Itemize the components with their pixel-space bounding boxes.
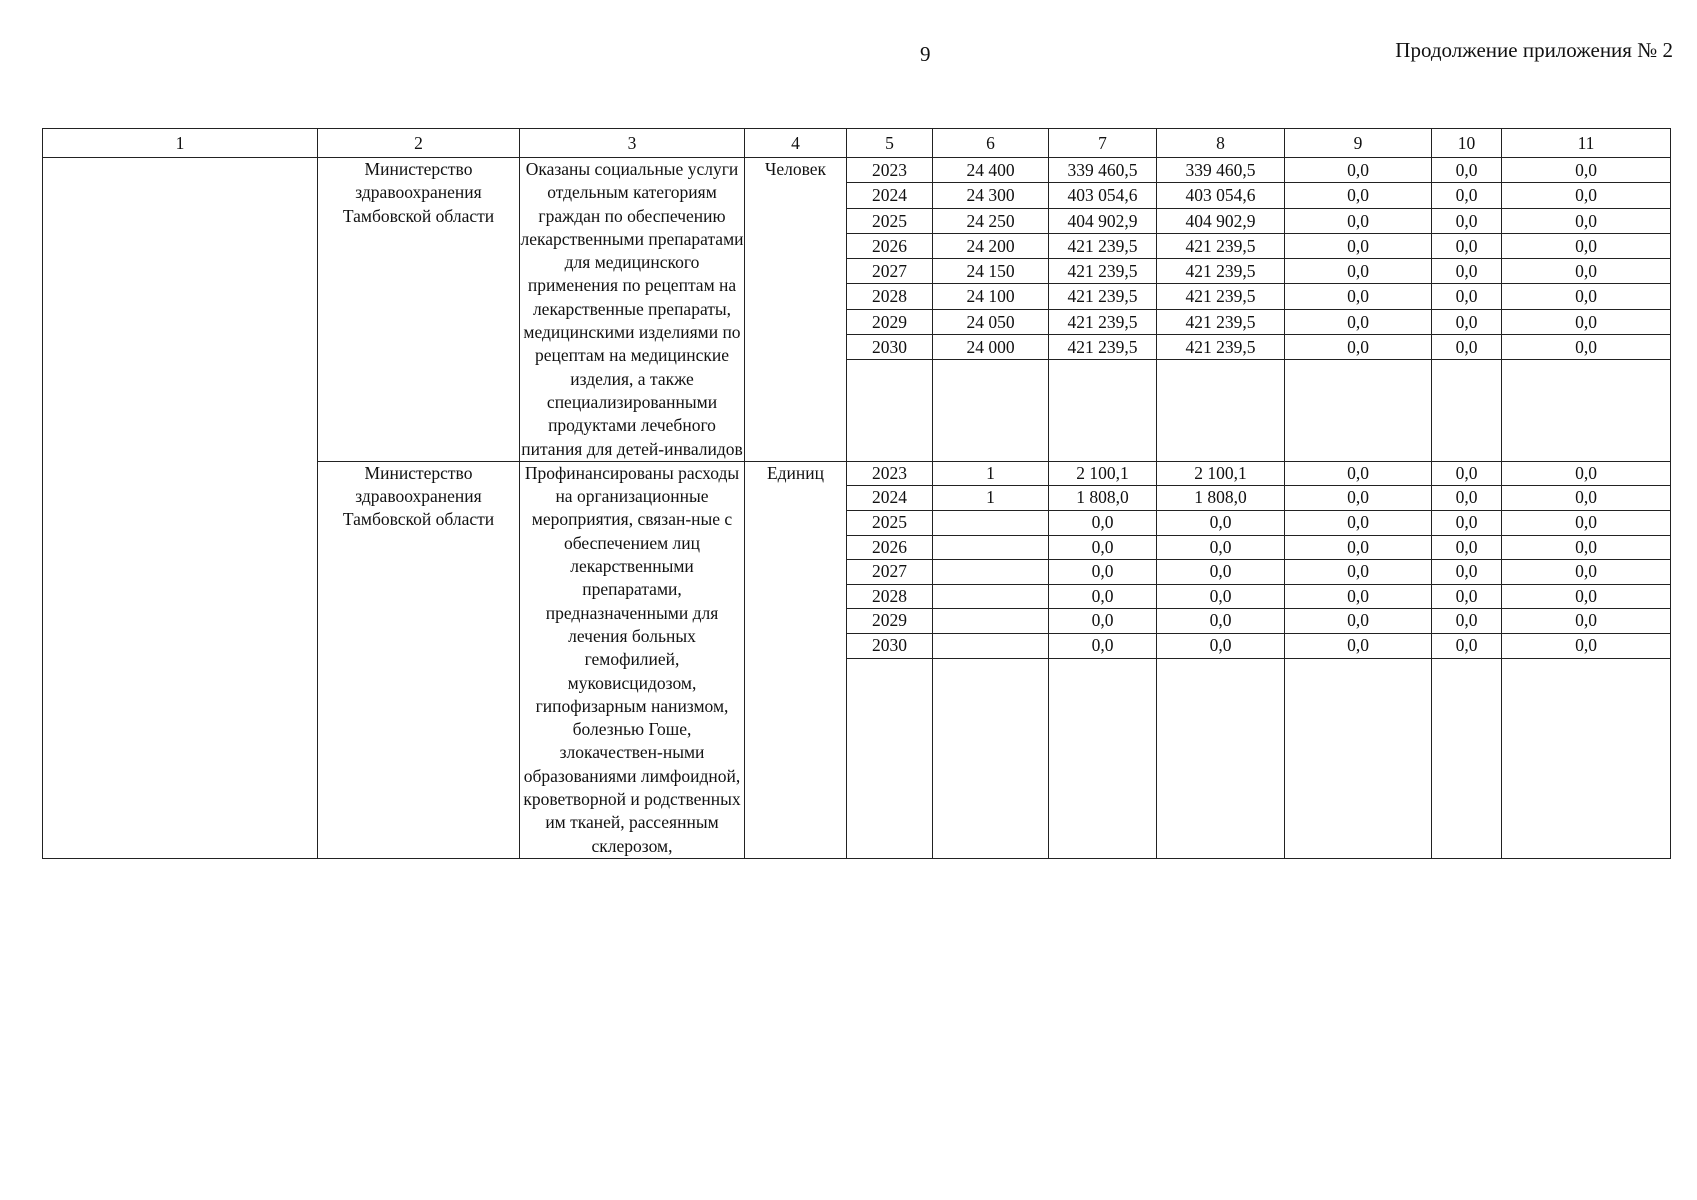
value-cell: 24 150 <box>933 259 1049 284</box>
value-cell: 0,0 <box>1432 335 1502 360</box>
value-cell: 0,0 <box>1502 183 1671 208</box>
value-cell: 0,0 <box>1432 560 1502 585</box>
value-cell: 0,0 <box>1432 634 1502 659</box>
value-cell: 0,0 <box>1502 584 1671 609</box>
value-cell <box>933 634 1049 659</box>
value-cell: 0,0 <box>1432 208 1502 233</box>
column-header: 2 <box>318 129 520 158</box>
value-cell: 0,0 <box>1285 511 1432 536</box>
value-cell: 0,0 <box>1285 309 1432 334</box>
appendix-continuation-note: Продолжение приложения № 2 <box>1395 38 1673 62</box>
year-cell: 2027 <box>847 259 933 284</box>
column-header: 5 <box>847 129 933 158</box>
empty-cell <box>1502 658 1671 858</box>
value-cell: 0,0 <box>1285 535 1432 560</box>
value-cell: 0,0 <box>1049 560 1157 585</box>
value-cell: 0,0 <box>1502 208 1671 233</box>
value-cell: 0,0 <box>1285 208 1432 233</box>
column-header: 6 <box>933 129 1049 158</box>
value-cell: 0,0 <box>1432 584 1502 609</box>
value-cell: 2 100,1 <box>1049 461 1157 486</box>
empty-cell <box>1049 360 1157 461</box>
empty-column-cell <box>43 158 318 859</box>
empty-cell <box>933 360 1049 461</box>
value-cell: 2 100,1 <box>1157 461 1285 486</box>
value-cell: 404 902,9 <box>1049 208 1157 233</box>
column-number-row <box>43 129 1671 158</box>
empty-cell <box>933 658 1049 858</box>
year-cell: 2025 <box>847 511 933 536</box>
description-cell: Профинансированы расходы на организационные мероприятия, связан-ные с обеспечением лиц лекарственными препаратами, предназначенными для лечения больных гемофилией, муковисцидозом, гипофизарным нанизмом, болезнью Гоше, злокачествен-ными образованиями лимфоидной, кроветворной и родственных им тканей, рассеянным склерозом, <box>520 461 745 858</box>
value-cell: 0,0 <box>1285 335 1432 360</box>
column-header: 4 <box>745 129 847 158</box>
value-cell: 0,0 <box>1157 634 1285 659</box>
value-cell: 421 239,5 <box>1049 309 1157 334</box>
value-cell <box>933 535 1049 560</box>
value-cell: 0,0 <box>1049 535 1157 560</box>
value-cell: 0,0 <box>1285 158 1432 183</box>
value-cell: 0,0 <box>1432 309 1502 334</box>
value-cell: 24 400 <box>933 158 1049 183</box>
value-cell: 421 239,5 <box>1157 284 1285 309</box>
year-cell: 2026 <box>847 535 933 560</box>
description-cell: Оказаны социальные услуги отдельным категориям граждан по обеспечению лекарственными препаратами для медицинского применения по рецептам на лекарственные препараты, медицинскими изделиями по рецептам на медицинские изделия, а также специализированными продуктами лечебного питания для детей-инвалидов <box>520 158 745 462</box>
column-header: 9 <box>1285 129 1432 158</box>
value-cell: 0,0 <box>1285 560 1432 585</box>
value-cell: 339 460,5 <box>1049 158 1157 183</box>
value-cell: 421 239,5 <box>1157 335 1285 360</box>
value-cell: 24 100 <box>933 284 1049 309</box>
table-row <box>43 158 1671 183</box>
year-cell: 2030 <box>847 335 933 360</box>
year-cell: 2024 <box>847 183 933 208</box>
value-cell: 421 239,5 <box>1049 284 1157 309</box>
empty-cell <box>847 658 933 858</box>
empty-cell <box>1502 360 1671 461</box>
year-cell: 2030 <box>847 634 933 659</box>
value-cell: 421 239,5 <box>1157 309 1285 334</box>
ministry-cell: Министерство здравоохранения Тамбовской области <box>318 461 520 858</box>
empty-cell <box>1432 658 1502 858</box>
value-cell: 339 460,5 <box>1157 158 1285 183</box>
value-cell <box>933 511 1049 536</box>
year-cell: 2023 <box>847 461 933 486</box>
value-cell: 0,0 <box>1502 259 1671 284</box>
empty-cell <box>1049 658 1157 858</box>
value-cell: 0,0 <box>1157 511 1285 536</box>
value-cell: 0,0 <box>1285 609 1432 634</box>
value-cell: 0,0 <box>1157 535 1285 560</box>
value-cell: 0,0 <box>1502 461 1671 486</box>
year-cell: 2023 <box>847 158 933 183</box>
year-cell: 2024 <box>847 486 933 511</box>
value-cell: 0,0 <box>1285 259 1432 284</box>
value-cell: 0,0 <box>1049 609 1157 634</box>
value-cell: 0,0 <box>1502 335 1671 360</box>
empty-cell <box>847 360 933 461</box>
column-header: 1 <box>43 129 318 158</box>
value-cell <box>933 609 1049 634</box>
value-cell: 0,0 <box>1285 584 1432 609</box>
value-cell: 421 239,5 <box>1049 335 1157 360</box>
value-cell: 421 239,5 <box>1157 233 1285 258</box>
value-cell: 0,0 <box>1285 233 1432 258</box>
value-cell: 0,0 <box>1285 486 1432 511</box>
value-cell: 403 054,6 <box>1049 183 1157 208</box>
value-cell: 421 239,5 <box>1049 259 1157 284</box>
value-cell: 1 <box>933 461 1049 486</box>
appendix-table <box>42 128 1671 859</box>
value-cell: 24 050 <box>933 309 1049 334</box>
value-cell: 0,0 <box>1502 634 1671 659</box>
page-number: 9 <box>920 42 931 66</box>
value-cell: 0,0 <box>1502 560 1671 585</box>
ministry-cell: Министерство здравоохранения Тамбовской области <box>318 158 520 462</box>
value-cell: 0,0 <box>1049 584 1157 609</box>
value-cell: 0,0 <box>1157 560 1285 585</box>
empty-cell <box>1432 360 1502 461</box>
year-cell: 2025 <box>847 208 933 233</box>
value-cell: 0,0 <box>1502 486 1671 511</box>
year-cell: 2028 <box>847 584 933 609</box>
value-cell: 0,0 <box>1432 535 1502 560</box>
value-cell: 404 902,9 <box>1157 208 1285 233</box>
value-cell <box>933 584 1049 609</box>
value-cell: 0,0 <box>1049 634 1157 659</box>
value-cell: 0,0 <box>1502 158 1671 183</box>
value-cell: 0,0 <box>1432 259 1502 284</box>
value-cell: 0,0 <box>1157 609 1285 634</box>
empty-cell <box>1285 360 1432 461</box>
table-body <box>43 158 1671 859</box>
value-cell: 403 054,6 <box>1157 183 1285 208</box>
year-cell: 2029 <box>847 609 933 634</box>
value-cell: 0,0 <box>1432 511 1502 536</box>
column-header: 8 <box>1157 129 1285 158</box>
value-cell: 0,0 <box>1502 284 1671 309</box>
column-header: 10 <box>1432 129 1502 158</box>
value-cell: 0,0 <box>1502 309 1671 334</box>
value-cell: 1 <box>933 486 1049 511</box>
year-cell: 2028 <box>847 284 933 309</box>
value-cell: 0,0 <box>1432 183 1502 208</box>
value-cell: 0,0 <box>1285 634 1432 659</box>
value-cell: 421 239,5 <box>1049 233 1157 258</box>
value-cell: 24 200 <box>933 233 1049 258</box>
value-cell: 24 000 <box>933 335 1049 360</box>
value-cell: 1 808,0 <box>1049 486 1157 511</box>
unit-cell: Человек <box>745 158 847 462</box>
column-header: 7 <box>1049 129 1157 158</box>
year-cell: 2027 <box>847 560 933 585</box>
value-cell: 0,0 <box>1285 183 1432 208</box>
value-cell: 0,0 <box>1049 511 1157 536</box>
value-cell: 24 300 <box>933 183 1049 208</box>
value-cell: 0,0 <box>1285 284 1432 309</box>
value-cell: 0,0 <box>1157 584 1285 609</box>
value-cell: 0,0 <box>1502 535 1671 560</box>
value-cell: 0,0 <box>1432 233 1502 258</box>
value-cell: 0,0 <box>1432 284 1502 309</box>
year-cell: 2029 <box>847 309 933 334</box>
value-cell: 0,0 <box>1432 609 1502 634</box>
value-cell <box>933 560 1049 585</box>
value-cell: 421 239,5 <box>1157 259 1285 284</box>
value-cell: 0,0 <box>1285 461 1432 486</box>
column-header: 11 <box>1502 129 1671 158</box>
value-cell: 0,0 <box>1502 511 1671 536</box>
value-cell: 1 808,0 <box>1157 486 1285 511</box>
value-cell: 0,0 <box>1432 158 1502 183</box>
year-cell: 2026 <box>847 233 933 258</box>
value-cell: 0,0 <box>1502 233 1671 258</box>
empty-cell <box>1157 360 1285 461</box>
column-header: 3 <box>520 129 745 158</box>
empty-cell <box>1285 658 1432 858</box>
value-cell: 0,0 <box>1432 461 1502 486</box>
value-cell: 0,0 <box>1432 486 1502 511</box>
value-cell: 24 250 <box>933 208 1049 233</box>
empty-cell <box>1157 658 1285 858</box>
value-cell: 0,0 <box>1502 609 1671 634</box>
unit-cell: Единиц <box>745 461 847 858</box>
